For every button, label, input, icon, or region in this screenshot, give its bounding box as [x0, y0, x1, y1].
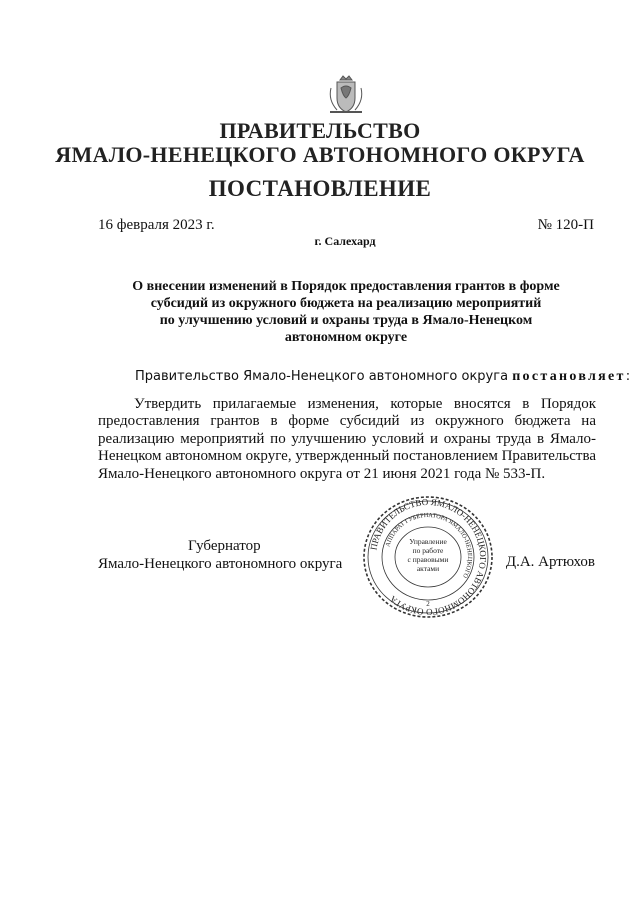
- signatory-name: Д.А. Артюхов: [505, 554, 595, 570]
- signatory-organization: Ямало-Ненецкого автономного округа: [98, 556, 343, 572]
- stamp-center-line: Управление: [409, 537, 447, 546]
- resolution-paragraph: Утвердить прилагаемые изменения, которые вносятся в Порядок предоставления грантов в форме субсидий из окружного бюджета на реализацию мероприятий по улучшению условий и охраны труда в Ямало-Ненецком автономном округе, утвержденный постановлением Правительства Ямало-Ненецкого автономного округа от 21 июня 2021 года № 533-П.: [98, 396, 596, 482]
- organization-name-line2: ЯМАЛО-НЕНЕЦКОГО АВТОНОМНОГО ОКРУГА: [55, 142, 585, 167]
- stamp-center-line: с правовыми: [407, 555, 449, 564]
- preamble: [135, 369, 630, 385]
- official-stamp: [360, 494, 496, 620]
- preamble-text: Правительство Ямало-Ненецкого автономного округа: [135, 369, 513, 384]
- coat-of-arms-icon: [327, 70, 365, 116]
- title-line: по улучшению условий и охраны труда в Ямало-Ненецком: [159, 313, 533, 328]
- signatory-title: Губернатор: [188, 538, 261, 554]
- organization-name-line1: ПРАВИТЕЛЬСТВО: [219, 118, 421, 143]
- stamp-center-line: по работе: [412, 546, 444, 555]
- document-number: № 120-П: [537, 217, 594, 233]
- document-title: [98, 278, 594, 346]
- title-line: О внесении изменений в Порядок предоставления грантов в форме: [132, 279, 560, 294]
- stamp-outer-text: ПРАВИТЕЛЬСТВО ЯМАЛО-НЕНЕЦКОГО АВТОНОМНОГО ОКРУГА: [368, 496, 489, 618]
- preamble-keyword: постановляет: [512, 369, 626, 384]
- title-line: субсидий из окружного бюджета на реализацию мероприятий: [150, 296, 542, 311]
- document-type: ПОСТАНОВЛЕНИЕ: [208, 176, 432, 201]
- document-city: г. Салехард: [314, 234, 376, 248]
- document-date: 16 февраля 2023 г.: [98, 217, 215, 233]
- stamp-number: 2: [426, 600, 430, 608]
- stamp-inner-text: АППАРАТ ГУБЕРНАТОРА ЯМАЛО-НЕНЕЦКОГО: [384, 511, 474, 579]
- preamble-end: :: [625, 369, 631, 384]
- title-line: автономном округе: [284, 330, 408, 345]
- stamp-center-line: актами: [416, 564, 440, 573]
